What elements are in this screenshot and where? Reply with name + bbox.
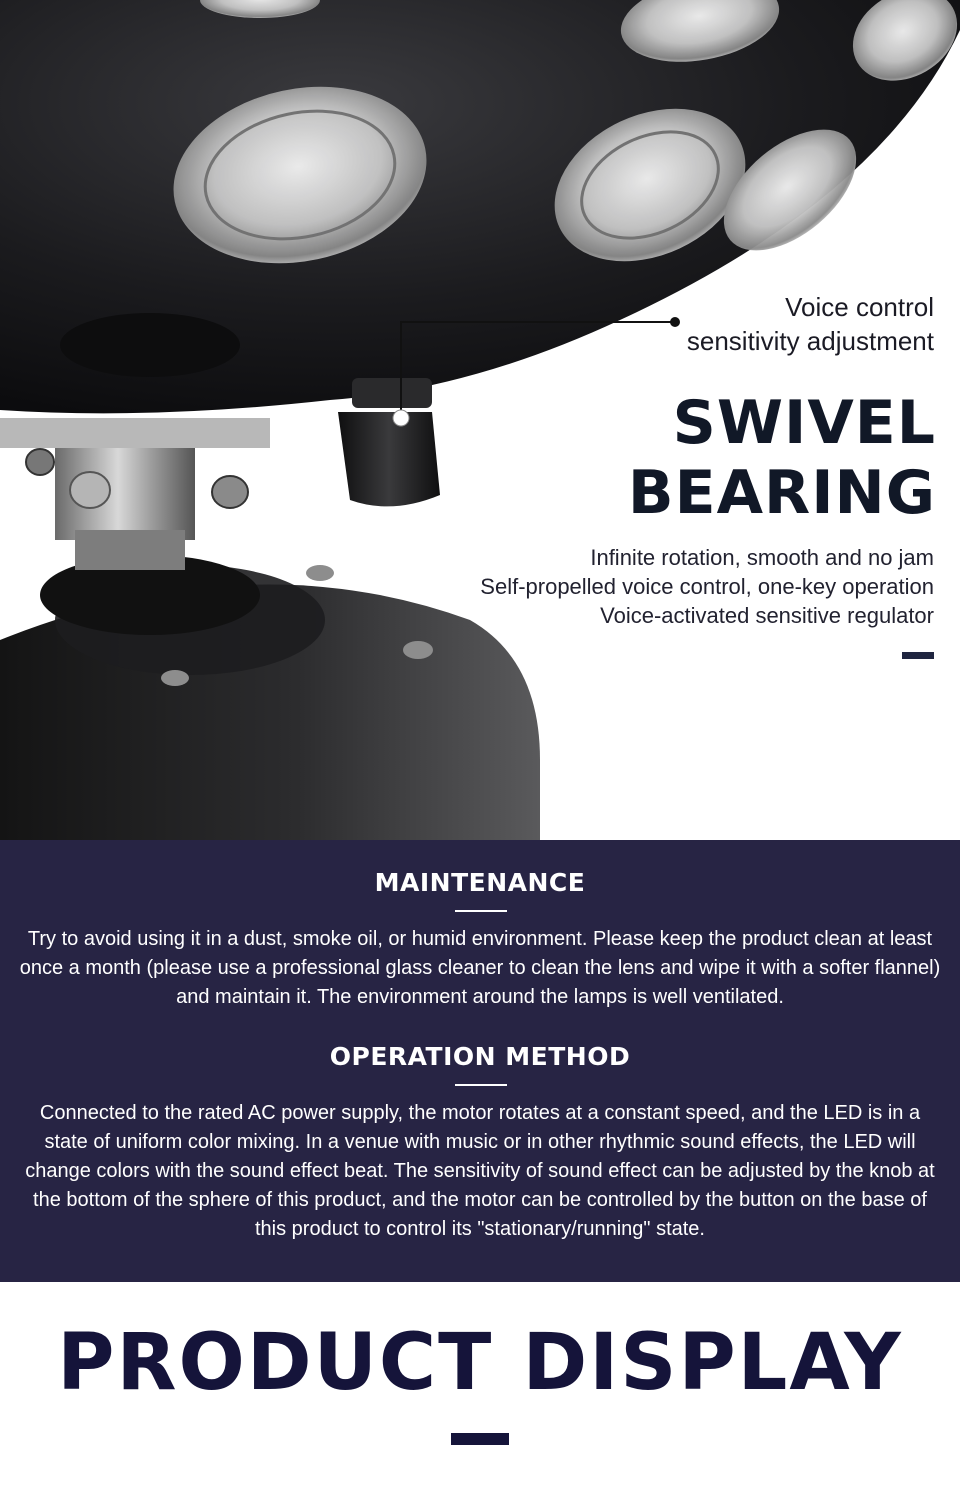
headline-line-1: SWIVEL: [672, 388, 936, 458]
callout-line-1: Voice control: [785, 292, 934, 322]
feature-item: Voice-activated sensitive regulator: [600, 603, 934, 628]
maintenance-title: MAINTENANCE: [374, 868, 586, 897]
maintenance-body: Try to avoid using it in a dust, smoke oil, or humid environment. Please keep the product clean at least once a month (please use a professional glass cleaner to clean the lens and wipe it with a softer flannel) and maintain it. The environment around the lamps is well ventilated.: [19, 928, 941, 1008]
product-display-divider: [451, 1433, 509, 1445]
callout-line-2: sensitivity adjustment: [686, 326, 934, 356]
operation-body: Connected to the rated AC power supply, the motor rotates at a constant speed, and the LED is in a state of uniform color mixing. In a venue with music or in other rhythmic sound effects, the LED will change colors with the sound effect beat. The sensitivity of sound effect can be adjusted by the knob at the bottom of the sphere of this product, and the motor can be controlled by the button on the base of this product to control its "stationary/running" state.: [25, 1102, 935, 1240]
product-display-title: PRODUCT DISPLAY: [57, 1318, 903, 1408]
operation-title: OPERATION METHOD: [329, 1042, 631, 1071]
info-band: [0, 840, 960, 1282]
swivel-bearing-headline: [628, 388, 936, 528]
feature-item: Self-propelled voice control, one-key operation: [480, 574, 934, 599]
feature-item: Infinite rotation, smooth and no jam: [590, 545, 934, 570]
headline-line-2: BEARING: [627, 458, 936, 528]
feature-list: [480, 543, 934, 630]
section-divider: [902, 652, 934, 659]
knob-callout: [634, 290, 934, 358]
maintenance-divider: [455, 910, 507, 912]
operation-divider: [455, 1084, 507, 1086]
